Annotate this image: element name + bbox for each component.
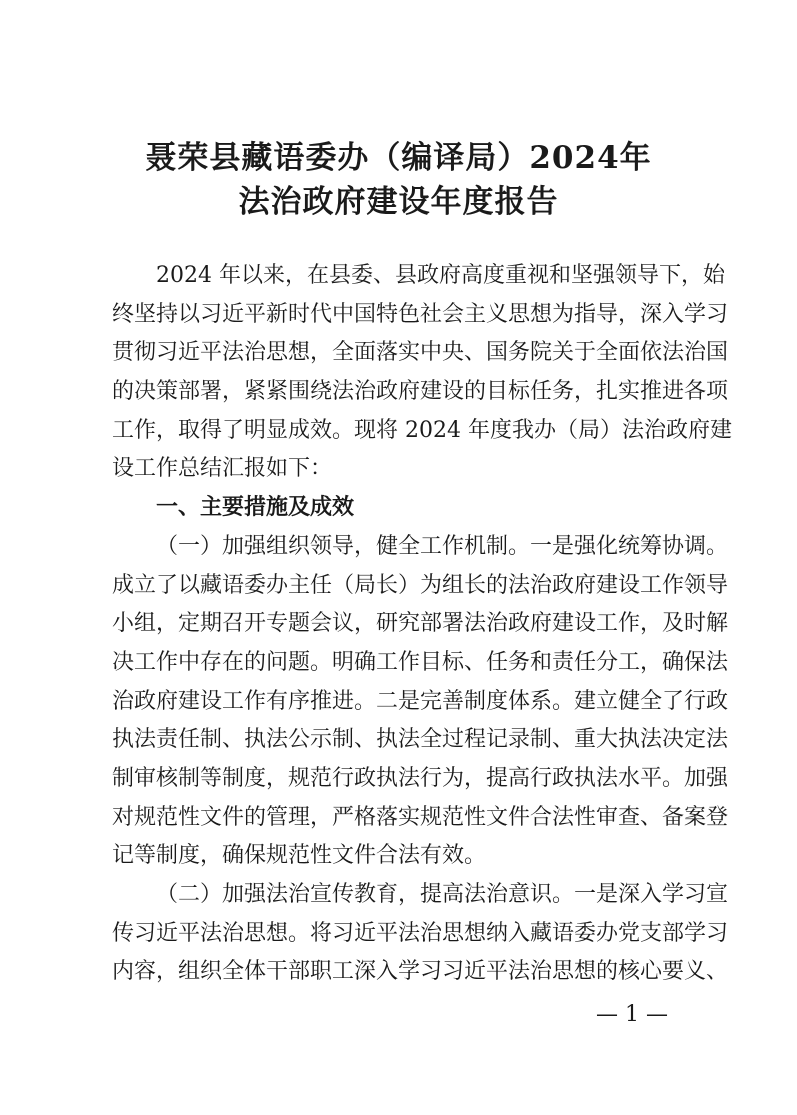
body-line: 小组，定期召开专题会议，研究部署法治政府建设工作，及时解 — [112, 611, 729, 637]
section-heading: 一、主要措施及成效 — [156, 495, 355, 521]
document-title-line-1: 聂荣县藏语委办（编译局）2024年 — [145, 140, 652, 176]
body-line: 内容，组织全体干部职工深入学习习近平法治思想的核心要义、 — [112, 959, 729, 985]
body-line: 治政府建设工作有序推进。二是完善制度体系。建立健全了行政 — [112, 688, 729, 714]
page-number: — 1 — — [596, 1002, 668, 1027]
body-line: 对规范性文件的管理，严格落实规范性文件合法性审查、备案登 — [112, 804, 729, 830]
document-title-line-2: 法治政府建设年度报告 — [238, 184, 559, 220]
body-line: 决工作中存在的问题。明确工作目标、任务和责任分工，确保法 — [112, 649, 729, 675]
body-line: 记等制度，确保规范性文件合法有效。 — [112, 843, 487, 869]
body-line: 传习近平法治思想。将习近平法治思想纳入藏语委办党支部学习 — [112, 920, 729, 946]
body-line: （二）加强法治宣传教育，提高法治意识。一是深入学习宣 — [156, 882, 729, 907]
body-line: 工作，取得了明显成效。现将 2024 年度我办（局）法治政府建 — [112, 417, 732, 443]
body-line: 设工作总结汇报如下： — [112, 456, 333, 482]
body-line: 终坚持以习近平新时代中国特色社会主义思想为指导，深入学习 — [112, 301, 729, 327]
body-line: 制审核制等制度，规范行政执法行为，提高行政执法水平。加强 — [112, 765, 729, 791]
body-line: 执法责任制、执法公示制、执法全过程记录制、重大执法决定法 — [112, 727, 729, 753]
body-line: 贯彻习近平法治思想，全面落实中央、国务院关于全面依法治国 — [112, 340, 729, 366]
body-line: 成立了以藏语委办主任（局长）为组长的法治政府建设工作领导 — [112, 572, 729, 598]
body-line: 的决策部署，紧紧围绕法治政府建设的目标任务，扎实推进各项 — [112, 379, 729, 405]
body-line: （一）加强组织领导，健全工作机制。一是强化统筹协调。 — [156, 533, 729, 559]
document-body — [112, 257, 732, 992]
body-line: 2024 年以来，在县委、县政府高度重视和坚强领导下，始 — [156, 263, 725, 288]
